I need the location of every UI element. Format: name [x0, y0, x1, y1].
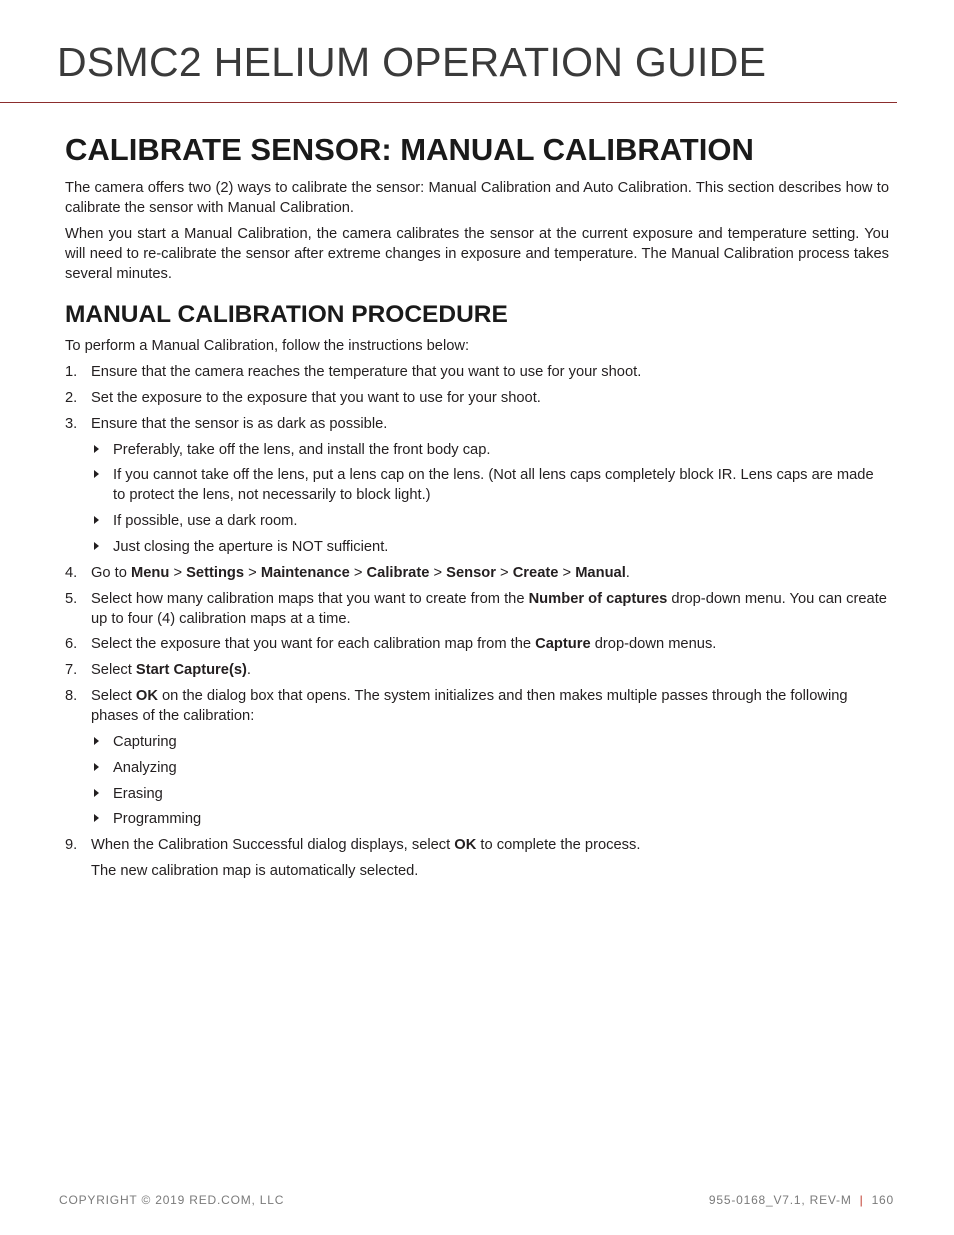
step-text: Select OK on the dialog box that opens. The system initializes and then makes multiple passes through the following phases of the calibration:: [91, 687, 848, 724]
bullet-arrow-icon: [94, 814, 99, 822]
bullet-text: Just closing the aperture is NOT sufficient.: [113, 538, 389, 555]
page-content: [65, 128, 889, 887]
bullet-item: [91, 758, 889, 778]
bullet-text: Erasing: [113, 785, 163, 802]
procedure-steps: [65, 362, 889, 881]
step-text: Ensure that the camera reaches the temperature that you want to use for your shoot.: [91, 364, 642, 380]
bullet-arrow-icon: [94, 516, 99, 524]
bullet-arrow-icon: [94, 445, 99, 453]
bullet-item: [91, 784, 889, 804]
procedure-step: [65, 634, 889, 654]
menu-path-item: Manual: [575, 564, 626, 581]
bullet-arrow-icon: [94, 470, 99, 478]
document-header-title: DSMC2 HELIUM OPERATION GUIDE: [57, 39, 767, 85]
bullet-item: [91, 537, 889, 557]
step-text: Select the exposure that you want for each calibration map from the Capture drop-down menus.: [91, 636, 717, 653]
step-number: 6.: [65, 636, 78, 653]
step-text: When the Calibration Successful dialog displays, select OK to complete the process.: [91, 837, 641, 854]
bullet-arrow-icon: [94, 763, 99, 771]
procedure-step: [65, 388, 889, 408]
footer-page-number: 160: [871, 1193, 894, 1207]
step-number: 7.: [65, 662, 78, 679]
bullet-item: [91, 732, 889, 752]
bullet-text: Analyzing: [113, 759, 177, 776]
footer-copyright: COPYRIGHT © 2019 RED.COM, LLC: [59, 1193, 285, 1207]
bullet-text: If possible, use a dark room.: [113, 513, 298, 530]
procedure-step: [65, 563, 889, 583]
bullet-item: [91, 465, 889, 505]
step-number: 9.: [65, 837, 78, 854]
procedure-step: [65, 362, 889, 382]
menu-path-item: Maintenance: [260, 564, 350, 581]
intro-paragraph: When you start a Manual Calibration, the camera calibrates the sensor at the current exposure and temperature setting. You will need to re-calibrate the sensor after extreme changes in exposure and temperature. The Manual Calibration process takes several minutes.: [65, 226, 889, 282]
menu-path-item: Menu: [131, 564, 170, 581]
step-note: The new calibration map is automatically selected.: [91, 863, 419, 880]
bullet-arrow-icon: [94, 789, 99, 797]
step-text: Go to Menu > Settings > Maintenance > Calibrate > Sensor > Create > Manual.: [91, 564, 630, 581]
bullet-item: [91, 809, 889, 829]
procedure-title: MANUAL CALIBRATION PROCEDURE: [65, 301, 508, 328]
step-number: 4.: [65, 564, 78, 581]
step-number: 2.: [65, 389, 78, 406]
footer-separator: |: [859, 1193, 864, 1207]
step-text: Ensure that the sensor is as dark as possible.: [91, 415, 388, 432]
bullet-arrow-icon: [94, 542, 99, 550]
step-text: Select how many calibration maps that you want to create from the Number of captures drop-down menu. You can create up to four (4) calibration maps at a time.: [91, 590, 887, 627]
menu-path-item: Calibrate: [366, 564, 430, 581]
bullet-text: Capturing: [113, 733, 177, 750]
step-number: 1.: [65, 364, 78, 380]
procedure-step: [65, 589, 889, 629]
footer-doc-id: 955-0168_V7.1, REV-M: [708, 1193, 852, 1207]
procedure-step: [65, 686, 889, 829]
header-divider: [0, 102, 897, 103]
procedure-intro: To perform a Manual Calibration, follow the instructions below:: [65, 338, 470, 354]
step-text: Set the exposure to the exposure that you want to use for your shoot.: [91, 389, 541, 406]
step-text: Select Start Capture(s).: [91, 662, 251, 679]
procedure-step: [65, 835, 889, 881]
section-title: CALIBRATE SENSOR: MANUAL CALIBRATION: [65, 132, 754, 167]
procedure-step: [65, 414, 889, 557]
bullet-text: Programming: [113, 811, 202, 828]
step-number: 5.: [65, 590, 78, 607]
menu-path-item: Create: [512, 564, 559, 581]
step-bullets: [91, 732, 889, 829]
footer-doc-info: [709, 1193, 894, 1207]
menu-path-item: Sensor: [446, 564, 496, 581]
bullet-arrow-icon: [94, 737, 99, 745]
menu-path-item: Settings: [186, 564, 245, 581]
bullet-text: If you cannot take off the lens, put a lens cap on the lens. (Not all lens caps completely block IR. Lens caps are made to protect the lens, not necessarily to block light.): [113, 467, 874, 504]
step-number: 8.: [65, 687, 78, 704]
intro-paragraph: The camera offers two (2) ways to calibrate the sensor: Manual Calibration and Auto Calibration. This section describes how to calibrate the sensor with Manual Calibration.: [65, 180, 889, 216]
bullet-item: [91, 440, 889, 460]
bullet-text: Preferably, take off the lens, and install the front body cap.: [113, 441, 491, 458]
bullet-item: [91, 511, 889, 531]
step-number: 3.: [65, 415, 78, 432]
step-bullets: [91, 440, 889, 557]
procedure-step: [65, 660, 889, 680]
